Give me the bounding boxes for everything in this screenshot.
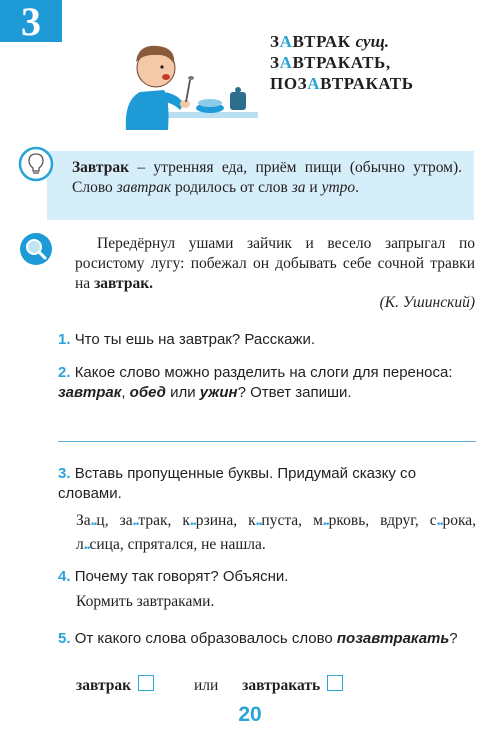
answer-line[interactable] (58, 441, 476, 442)
task-3: 3. Вставь пропущенные буквы. Придумай сказку со словами. (58, 465, 417, 502)
missing-letter-gap[interactable]: .. (255, 512, 262, 529)
missing-letter-gap[interactable]: .. (436, 512, 443, 529)
magnifier-icon (18, 231, 54, 267)
option-zavtrakat-checkbox[interactable] (327, 675, 343, 691)
task-4-phrase: Кормить завтраками. (76, 593, 215, 610)
missing-letter-gap[interactable]: .. (189, 512, 196, 529)
option-zavtrak-checkbox[interactable] (138, 675, 154, 691)
or-label: или (193, 677, 219, 694)
gap-word: за..трак, (119, 512, 183, 529)
lesson-number-badge: 3 (0, 0, 62, 42)
task-1: 1. Что ты ешь на завтрак? Расскажи. (58, 331, 316, 348)
missing-letter-gap[interactable]: .. (322, 512, 329, 529)
option-zavtrak: завтрак (76, 675, 154, 695)
header-vocabulary-words (270, 31, 414, 94)
task-5: 5. От какого слова образовалось слово позавтракать? (58, 630, 458, 647)
missing-letter-gap[interactable]: .. (83, 536, 90, 553)
gap-word: вдруг, с..рока, (380, 512, 476, 529)
task-2: 2. Какое слово можно разделить на слоги для переноса: завтрак, обед или ужин? Ответ запиши. (58, 364, 453, 401)
missing-letter-gap[interactable]: .. (132, 512, 139, 529)
task-3-word-list (76, 509, 476, 557)
reading-passage: Передёрнул ушами зайчик и весело запрыгал по росистому лугу: побежал он добывать себе сочной травки на завтрак. (75, 235, 475, 292)
missing-letter-gap[interactable]: .. (90, 512, 97, 529)
vocabulary-word: ЗАВТРАК сущ. (270, 32, 389, 51)
definition-text: Завтрак – утренняя еда, приём пищи (обычно утром). Слово завтрак родилось от слов за и утро. (72, 159, 462, 196)
task-4: 4. Почему так говорят? Объясни. (58, 568, 289, 585)
gap-word: м..рковь, (313, 512, 381, 529)
related-word-2: ПОЗАВТРАКАТЬ (270, 74, 414, 93)
part-of-speech: сущ. (355, 32, 389, 51)
gap-word: к..рзина, (182, 512, 249, 529)
gap-word: к..пуста, (248, 512, 314, 529)
boy-eating-breakfast-illustration (118, 40, 258, 130)
gap-word: За..ц, (76, 512, 120, 529)
gap-word: л..сица, спрятался, не нашла. (76, 536, 266, 553)
task-5-options (76, 675, 476, 695)
option-zavtrakat: завтракать (242, 675, 343, 695)
related-word-1: ЗАВТРАКАТЬ, (270, 53, 391, 72)
page-number: 20 (238, 703, 262, 726)
reading-author: (К. Ушинский) (379, 294, 475, 311)
lightbulb-icon (18, 146, 54, 182)
